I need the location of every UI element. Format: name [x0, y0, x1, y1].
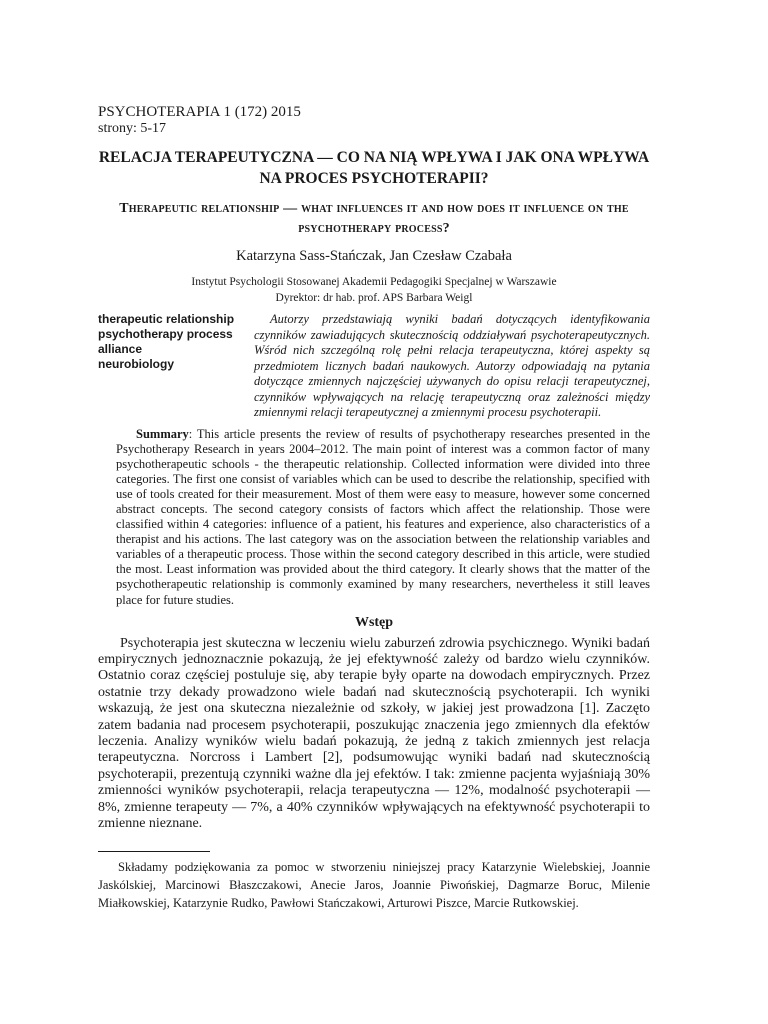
title-english: Therapeutic relationship — what influences it and how does it influence on the psychotherapy process?	[119, 201, 629, 236]
summary-english	[98, 427, 650, 608]
journal-header: PSYCHOTERAPIA 1 (172) 2015	[98, 104, 301, 120]
keyword: alliance	[98, 342, 143, 356]
abstract-polish: Autorzy przedstawiają wyniki badań dotyczących identyfikowania czynników zawiadujących skutecznością oddziaływań psychoterapeutycznych. Wśród nich szczególną rolę pełni relacja terapeutyczna, której aspekty są przedmiotem licznych badań naukowych. Autorzy odpowiadają na pytania dotyczące zmiennych najczęściej używanych do opisu relacji terapeutycznej, czynników wpływających na relację terapeutyczną oraz zależności między zmiennymi relacji terapeutycznej a zmiennymi procesu psychoterapii.	[254, 312, 650, 419]
keyword: neurobiology	[98, 357, 174, 371]
keyword: psychotherapy process	[98, 327, 233, 341]
section-title: Wstęp	[354, 614, 394, 630]
summary-label: Summary	[136, 426, 189, 441]
title-polish: RELACJA TERAPEUTYCZNA — CO NA NIĄ WPŁYWA I JAK ONA WPŁYWA NA PROCES PSYCHOTERAPII?	[98, 149, 650, 187]
footnote-divider	[98, 851, 210, 852]
keyword: therapeutic relationship	[98, 312, 235, 326]
director: Dyrektor: dr hab. prof. APS Barbara Weigl	[275, 292, 473, 304]
keywords-abstract-row	[98, 312, 650, 421]
intro-paragraph: Psychoterapia jest skuteczna w leczeniu wielu zaburzeń zdrowia psychicznego. Wyniki badań empirycznych jednoznacznie pokazują, że jej efektywność zależy od bardzo wielu czynników. Ostatnio coraz częściej postuluje się, aby terapie były oparte na dowodach empirycznych. Przez ostatnie trzy dekady prowadzono wiele badań nad skutecznością psychoterapii. Ich wyniki wskazują, że jest ona skuteczna niezależnie od szkoły, w jakiej jest prowadzona [1]. Zaczęto zatem badania nad procesem psychoterapii, poszukując znaczenia jego zmiennych dla efektów leczenia. Analizy wyników wielu badań pokazują, że jedną z takich zmiennych jest relacja terapeutyczna. Norcross i Lambert [2], podsumowując wyniki badań nad skutecznością psychoterapii, prezentują czynniki ważne dla jej efektów. I tak: zmienne pacjenta wyjaśniają 30% zmienności wyników psychoterapii, relacja terapeutyczna — 12%, modalność psychoterapii — 8%, zmienne terapeuty — 7%, a 40% czynników wpływających na efektywność psychoterapii to zmienne nieznane.	[98, 635, 650, 832]
footnote: Składamy podziękowania za pomoc w stworzeniu niniejszej pracy Katarzynie Wielebskiej, Joannie Jaskólskiej, Marcinowi Błaszczakowi, Anecie Jaros, Joannie Piwońskiej, Dagmarze Boruc, Milenie Miałkowskiej, Katarzynie Rudko, Pawłowi Stańczakowi, Arturowi Piszce, Marcie Rutkowskiej.	[98, 859, 650, 910]
affiliation: Instytut Psychologii Stosowanej Akademii Pedagogiki Specjalnej w Warszawie	[191, 276, 557, 288]
authors: Katarzyna Sass-Stańczak, Jan Czesław Czabała	[236, 248, 512, 264]
summary-text: : This article presents the review of results of psychotherapy researches presented in the Psychotherapy Research in years 2004–2012. The main point of interest was a common factor of many psychotherapeutic schools - the therapeutic relationship. Collected information were divided into three categories. The first one consist of variables which can be used to describe the relationship, specified with use of tools created for their measurement. Most of them were easy to measure, however some concerned abstract concepts. The second category consists of factors which affect the relationship. Those were classified within 4 categories: influence of a patient, his features and experience, also characteristics of a therapist and his actions. The last category was on the association between the relationship variables and variables of a therapeutic process. Those within the second category described in this article, were studied the most. Least information was provided about the third category. It clearly shows that the matter of the psychotherapeutic relationship is commonly examined by many researchers, nevertheless it still leaves place for future studies.	[116, 426, 650, 607]
page-range: strony: 5-17	[98, 121, 167, 136]
article-page	[98, 104, 650, 912]
keywords-list	[98, 312, 248, 421]
